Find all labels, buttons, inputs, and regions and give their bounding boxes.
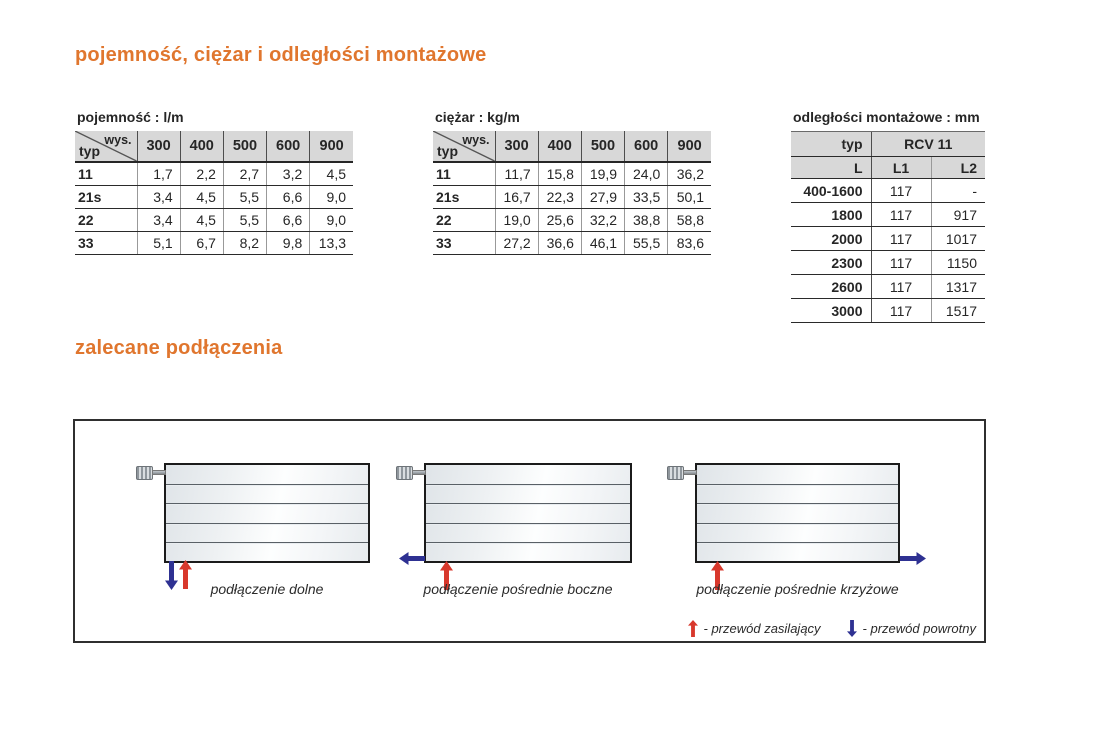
column-header: 400 (180, 131, 223, 162)
corner-label-wys: wys. (104, 133, 132, 147)
row-header: 400-1600 (791, 179, 871, 203)
table-cell: 5,1 (137, 231, 180, 254)
table-cell: 46,1 (581, 231, 624, 254)
figure-label: podłączenie dolne (210, 581, 324, 597)
radiator-panel (164, 463, 370, 563)
weight-table (433, 131, 711, 255)
radiator-groove (426, 503, 630, 504)
radiator-groove (697, 542, 898, 543)
column-header-model: RCV 11 (871, 132, 985, 157)
radiator-groove (426, 484, 630, 485)
thermostat-valve-icon (396, 466, 413, 480)
radiator-groove (426, 542, 630, 543)
column-header: 600 (625, 131, 668, 162)
table-cell: 19,0 (495, 208, 538, 231)
corner-label-wys: wys. (462, 133, 490, 147)
mounting-table-label: odległości montażowe : mm (793, 109, 980, 125)
table-cell: 16,7 (495, 185, 538, 208)
table-cell: 32,2 (581, 208, 624, 231)
table-cell: 8,2 (223, 231, 266, 254)
connections-diagram-box (73, 419, 986, 643)
section-title-dimensions: pojemność, ciężar i odległości montażowe (75, 44, 487, 66)
row-header: 11 (75, 162, 137, 185)
header-row (433, 131, 711, 162)
corner-header-cell (75, 131, 137, 162)
valve-stem (683, 470, 697, 475)
table-row (75, 162, 353, 185)
table-row (75, 185, 353, 208)
table-row (791, 179, 985, 203)
table-cell: 38,8 (625, 208, 668, 231)
table-cell: 9,0 (310, 185, 353, 208)
table-cell: 1317 (931, 275, 985, 299)
table-row (75, 208, 353, 231)
capacity-table-label: pojemność : l/m (77, 109, 184, 125)
table-cell: 1,7 (137, 162, 180, 185)
row-header: 22 (75, 208, 137, 231)
capacity-table (75, 131, 353, 255)
table-row (791, 203, 985, 227)
radiator-groove (426, 523, 630, 524)
valve-stem (152, 470, 166, 475)
row-header: 21s (433, 185, 495, 208)
radiator-groove (166, 484, 368, 485)
return-arrow-icon (399, 552, 425, 565)
table-cell: 4,5 (180, 185, 223, 208)
table-cell: 9,8 (267, 231, 310, 254)
table-cell: 6,6 (267, 185, 310, 208)
table-cell: 3,2 (267, 162, 310, 185)
table-row (75, 231, 353, 254)
subheader-row (791, 157, 985, 179)
column-header: 300 (137, 131, 180, 162)
row-header: 1800 (791, 203, 871, 227)
radiator-groove (166, 503, 368, 504)
table-cell: 33,5 (625, 185, 668, 208)
table-cell: 50,1 (668, 185, 711, 208)
thermostat-valve-icon (667, 466, 684, 480)
figure-label: podłączenie pośrednie krzyżowe (696, 581, 899, 597)
table-row (433, 185, 711, 208)
valve-stem (412, 470, 426, 475)
table-cell: 1517 (931, 299, 985, 323)
table-cell: 24,0 (625, 162, 668, 185)
row-header: 3000 (791, 299, 871, 323)
figure-label: podłączenie pośrednie boczne (423, 581, 613, 597)
table-row (433, 231, 711, 254)
table-cell: 13,3 (310, 231, 353, 254)
table-row (433, 162, 711, 185)
table-cell: 1150 (931, 251, 985, 275)
table-cell: 5,5 (223, 208, 266, 231)
capacity-table-block (75, 109, 353, 255)
row-header: 2600 (791, 275, 871, 299)
row-header: 21s (75, 185, 137, 208)
table-cell: 83,6 (668, 231, 711, 254)
table-cell: 4,5 (180, 208, 223, 231)
legend-supply-label: - przewód zasilający (703, 621, 821, 636)
header-row (791, 132, 985, 157)
row-header: 33 (75, 231, 137, 254)
radiator-groove (166, 542, 368, 543)
radiator-groove (697, 523, 898, 524)
table-cell: 117 (871, 251, 931, 275)
column-header: 900 (668, 131, 711, 162)
corner-label-typ: typ (79, 143, 100, 159)
return-arrow-icon (847, 620, 857, 637)
legend (688, 620, 977, 637)
radiator-panel (695, 463, 900, 563)
radiator-panel (424, 463, 632, 563)
table-row (791, 227, 985, 251)
table-cell: 3,4 (137, 208, 180, 231)
table-cell: 6,6 (267, 208, 310, 231)
row-header: 2000 (791, 227, 871, 251)
table-cell: 2,7 (223, 162, 266, 185)
row-header: 33 (433, 231, 495, 254)
row-header: 11 (433, 162, 495, 185)
table-cell: 11,7 (495, 162, 538, 185)
table-cell: 117 (871, 275, 931, 299)
column-header-l2: L2 (931, 157, 985, 179)
table-cell: 22,3 (538, 185, 581, 208)
column-header: 500 (581, 131, 624, 162)
radiator-groove (166, 523, 368, 524)
table-cell: 36,2 (668, 162, 711, 185)
radiator-groove (697, 484, 898, 485)
table-cell: 36,6 (538, 231, 581, 254)
weight-table-block (433, 109, 711, 255)
corner-header-cell (433, 131, 495, 162)
radiator-groove (697, 503, 898, 504)
return-arrow-icon (900, 552, 926, 565)
table-row (791, 275, 985, 299)
table-row (791, 299, 985, 323)
mounting-table-block (791, 109, 985, 323)
table-cell: 117 (871, 203, 931, 227)
column-header-l1: L1 (871, 157, 931, 179)
legend-return-label: - przewód powrotny (862, 621, 976, 636)
table-cell: 9,0 (310, 208, 353, 231)
table-cell: 58,8 (668, 208, 711, 231)
corner-label-typ: typ (437, 143, 458, 159)
column-header: 400 (538, 131, 581, 162)
table-cell: 5,5 (223, 185, 266, 208)
table-cell: 917 (931, 203, 985, 227)
table-cell: 27,9 (581, 185, 624, 208)
column-header: 600 (267, 131, 310, 162)
section-title-connections: zalecane podłączenia (75, 337, 283, 359)
table-cell: 25,6 (538, 208, 581, 231)
mounting-table (791, 131, 985, 323)
column-header-l: L (791, 157, 871, 179)
column-header-typ: typ (791, 132, 871, 157)
thermostat-valve-icon (136, 466, 153, 480)
header-row (75, 131, 353, 162)
table-cell: 4,5 (310, 162, 353, 185)
column-header: 500 (223, 131, 266, 162)
table-cell: 117 (871, 227, 931, 251)
supply-arrow-icon (688, 620, 698, 637)
table-cell: 117 (871, 299, 931, 323)
column-header: 900 (310, 131, 353, 162)
table-cell: 6,7 (180, 231, 223, 254)
column-header: 300 (495, 131, 538, 162)
table-cell: 55,5 (625, 231, 668, 254)
table-cell: 15,8 (538, 162, 581, 185)
table-row (791, 251, 985, 275)
table-row (433, 208, 711, 231)
weight-table-label: ciężar : kg/m (435, 109, 520, 125)
table-cell: 117 (871, 179, 931, 203)
table-cell: 1017 (931, 227, 985, 251)
table-cell: 3,4 (137, 185, 180, 208)
row-header: 2300 (791, 251, 871, 275)
table-cell: 19,9 (581, 162, 624, 185)
table-cell: 2,2 (180, 162, 223, 185)
table-cell: - (931, 179, 985, 203)
table-cell: 27,2 (495, 231, 538, 254)
row-header: 22 (433, 208, 495, 231)
